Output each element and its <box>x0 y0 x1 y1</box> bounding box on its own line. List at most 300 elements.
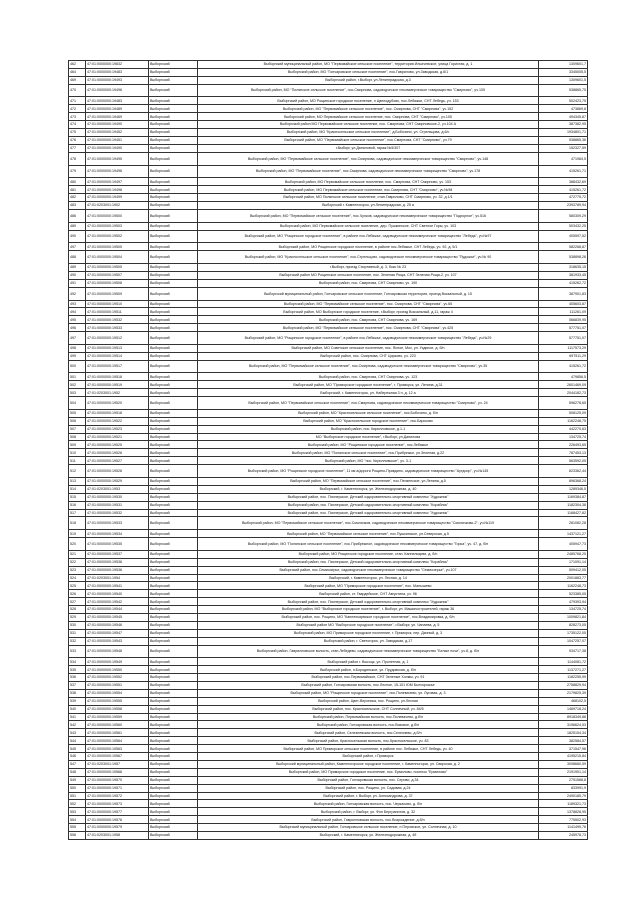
district-cell: Выборгский <box>149 332 198 345</box>
district-cell: Выборгский <box>149 697 198 705</box>
table-row <box>69 658 588 666</box>
property-registry-table <box>68 60 588 840</box>
district-cell: Выборгский <box>149 721 198 729</box>
table-row <box>69 194 588 202</box>
district-cell: Выборгский <box>149 824 198 832</box>
table-row <box>69 61 588 69</box>
district-cell: Выборгский <box>149 84 198 97</box>
district-cell: Выборгский <box>149 230 198 243</box>
row-number-cell: 477 <box>69 144 86 152</box>
table-row <box>69 186 588 194</box>
value-cell: 382584,57 <box>539 737 588 745</box>
table-row <box>69 485 588 493</box>
district-cell: Выборгский <box>149 425 198 433</box>
row-number-cell: 497 <box>69 243 86 251</box>
address-cell: Выборгский район, пос. Рощино, МО "Каннельярвское городское поселение", пос.Владимировка, д. б/н <box>198 614 539 622</box>
row-number-cell: 518 <box>69 517 86 530</box>
address-cell: Выборгский район, МО "Первомайское сельское поселение", пос.Пензенское, ул.Ленина, д.5 <box>198 477 539 485</box>
row-number-cell: 504 <box>69 397 86 410</box>
cadastral-number-cell: 47:01:0000000:19503 <box>86 222 149 230</box>
cadastral-number-cell: 47:01:0000000:19511 <box>86 308 149 316</box>
cadastral-number-cell: 47:01:0000000:19560 <box>86 721 149 729</box>
cadastral-number-cell: 47:01:0000000:19542 <box>86 598 149 606</box>
address-cell: Выборгский район, г.Выборг, ул.Ленинградская, д.3 <box>198 76 539 84</box>
district-cell: Выборгский <box>149 201 198 209</box>
row-number-cell: 502 <box>69 381 86 389</box>
table-row <box>69 509 588 517</box>
district-cell: Выборгский <box>149 682 198 690</box>
address-cell: Выборгский муниципальный район, Гончаровское сельское поселение, п.Перовское, ул. Солнечная, д. 10 <box>198 824 539 832</box>
table-row <box>69 566 588 574</box>
cadastral-number-cell: 47:01:0000000:19502 <box>86 230 149 243</box>
row-number-cell: 528 <box>69 606 86 614</box>
table-row <box>69 251 588 264</box>
district-cell: Выборгский <box>149 457 198 465</box>
value-cell: 1309601,7 <box>539 61 588 69</box>
row-number-cell: 481 <box>69 186 86 194</box>
address-cell: Выборгский район, МО "Рощинское городское поселение", в районе пос.Лебяжье, садоводческое некоммерческое товарищество "Лебедь", уч.№97 <box>198 230 539 243</box>
cadastral-number-cell: 47:01:0000000:19508 <box>86 279 149 287</box>
district-cell: Выборгский <box>149 105 198 113</box>
table-row <box>69 417 588 425</box>
value-cell: 479856,5 <box>539 373 588 381</box>
table-row <box>69 230 588 243</box>
row-number-cell: 543 <box>69 729 86 737</box>
value-cell: 134725,74 <box>539 433 588 441</box>
row-number-cell: 489 <box>69 222 86 230</box>
value-cell: 405603,87 <box>539 300 588 308</box>
row-number-cell: 495 <box>69 316 86 324</box>
address-cell: Выборгский район, пос.Семиозерье, садоводческое некоммерческое товарищество "Семиозерье", уч.107 <box>198 566 539 574</box>
value-cell: 538898,26 <box>539 251 588 264</box>
address-cell: Выборгский район, МО Полянское сельское поселение, стан.Гаврилово, СНТ Смирново, уч. 32, д.1/1 <box>198 194 539 202</box>
value-cell: 1137271,27 <box>539 666 588 674</box>
table-row <box>69 373 588 381</box>
cadastral-number-cell: 47:01:0000000:19490 <box>86 121 149 129</box>
address-cell: Выборгский район, Первомайская волость, пос.Полевачево, д.б/н <box>198 713 539 721</box>
row-number-cell: 473 <box>69 113 86 121</box>
cadastral-number-cell: 47:01:0000000:19543 <box>86 637 149 645</box>
table-row <box>69 753 588 761</box>
address-cell: Выборгский, г. Каменногорск, ул. Лесная, д. 14 <box>198 574 539 582</box>
row-number-cell: 555 <box>69 824 86 832</box>
value-cell: 4195215,84 <box>539 753 588 761</box>
district-cell: Выборгский <box>149 689 198 697</box>
cadastral-number-cell: 47:01:0000000:19523 <box>86 425 149 433</box>
address-cell: Выборгский район, МО "Рощинское городское поселение", в районе пос.Лебяжье, садоводческое некоммерческое товарищество "Лебедь", уч.№29 <box>198 332 539 345</box>
table-row <box>69 517 588 530</box>
district-cell: Выборгский <box>149 97 198 105</box>
row-number-cell: 478 <box>69 152 86 165</box>
row-number-cell: 544 <box>69 737 86 745</box>
row-number-cell: 542 <box>69 721 86 729</box>
row-number-cell: 496 <box>69 324 86 332</box>
cadastral-number-cell: 47:01:0000000:19547 <box>86 629 149 637</box>
table-row <box>69 425 588 433</box>
value-cell: 479393,94 <box>539 598 588 606</box>
address-cell: Выборгский район, МО "Первомайское сельское поселение", пос.Чулков, садоводческое некоммерческое товарищество "Подгорное", уч.516 <box>198 209 539 222</box>
address-cell: Выборгский район, МО "Первомайское поселение", пос.Смирнова, садоводческое некоммерческое товарищество "Смирново", уч.178 <box>198 165 539 178</box>
table-row <box>69 674 588 682</box>
row-number-cell: 464 <box>69 68 86 76</box>
district-cell: Выборгский <box>149 629 198 637</box>
table-row <box>69 409 588 417</box>
address-cell: Выборгский район, Цвет-Вероника, пос. Рощино, ул.Лесная <box>198 697 539 705</box>
table-row <box>69 713 588 721</box>
cadastral-number-cell: 47:01:0000000:19564 <box>86 737 149 745</box>
address-cell: Выборгский район, МО "Первомайское сельское поселение", пос. Смирнова, СНТ "Смирнова", уч.152 <box>198 105 539 113</box>
table-row <box>69 538 588 551</box>
cadastral-number-cell: 47:01:0000000:19509 <box>86 287 149 300</box>
address-cell: Выборгский муниципальный район, Гончаровское сельское поселение, Гончаровская территория, проезд Вокзальный, д. 15 <box>198 287 539 300</box>
value-cell: 697511,29 <box>539 352 588 360</box>
district-cell: Выборгский <box>149 745 198 753</box>
value-cell: 371547,96 <box>539 745 588 753</box>
cadastral-number-cell: 47:01:0203001:1953 <box>86 485 149 493</box>
row-number-cell: 550 <box>69 784 86 792</box>
cadastral-number-cell: 47:01:0000000:19496 <box>86 165 149 178</box>
row-number-cell: 469 <box>69 76 86 84</box>
table-row <box>69 316 588 324</box>
cadastral-number-cell: 47:01:0000000:19534 <box>86 530 149 538</box>
table-row <box>69 831 588 839</box>
cadastral-number-cell: 47:01:0000000:19532 <box>86 509 149 517</box>
table-row <box>69 645 588 658</box>
cadastral-number-cell: 47:01:0203001:1954 <box>86 574 149 582</box>
cadastral-number-cell: 47:01:0000000:19567 <box>86 753 149 761</box>
row-number-cell: 512 <box>69 465 86 478</box>
cadastral-number-cell: 47:01:0000000:19489 <box>86 105 149 113</box>
district-cell: Выборгский <box>149 251 198 264</box>
row-number-cell: 503 <box>69 389 86 397</box>
row-number-cell: 546 <box>69 753 86 761</box>
table-row <box>69 457 588 465</box>
value-cell: 388432,69 <box>539 178 588 186</box>
cadastral-number-cell: 47:01:0000000:19554 <box>86 689 149 697</box>
table-row <box>69 590 588 598</box>
district-cell: Выборгский <box>149 705 198 713</box>
row-number-cell: 476 <box>69 136 86 144</box>
address-cell: Выборгский район, МО "Красносельское городское поселение", пос.Барсково <box>198 417 539 425</box>
district-cell: Выборгский <box>149 68 198 76</box>
value-cell: 502423,75 <box>539 97 588 105</box>
district-cell: Выборгский <box>149 517 198 530</box>
address-cell: Выборгский район, МО "Приморское городское поселение", г. Приморск, ул. Ленина, д.31 <box>198 381 539 389</box>
value-cell: 503432,25 <box>539 222 588 230</box>
address-cell: Выборгский район, МО "Первомайское сельское поселение", пос.Смирнова, садоводческое некоммерческое товарищество "Смирново", уч.35 <box>198 360 539 373</box>
cadastral-number-cell: 47:01:0000000:19451 <box>86 136 149 144</box>
value-cell: 2191901,14 <box>539 768 588 776</box>
district-cell: Выборгский <box>149 344 198 352</box>
row-number-cell: 529 <box>69 614 86 622</box>
cadastral-number-cell: 47:01:0000000:19522 <box>86 417 149 425</box>
cadastral-number-cell: 47:01:0000000:19561 <box>86 729 149 737</box>
address-cell: Выборгский район, МО "Первомайское сельское поселение", пос.Смолячков, садоводческое некоммерческое товарищество "Смолячково-2", уч.№119 <box>198 517 539 530</box>
address-cell: Выборгский район, МО "Красносельское сельское поселение", пос.Стрельцово, садоводческое некоммерческое товарищество "Пудожье", уч.№ 90 <box>198 251 539 264</box>
cadastral-number-cell: 47:01:0000000:19533 <box>86 517 149 530</box>
value-cell: 3098680,59 <box>539 760 588 768</box>
row-number-cell: 510 <box>69 449 86 457</box>
address-cell: Выборгский район, пос. Пионерское, Детский оздоровительно-спортивный комплекс "Кораблик" <box>198 501 539 509</box>
value-cell: 1047257,07 <box>539 637 588 645</box>
address-cell: Выборгский район, Гончаровская волость, пос.Вязовое, д.б/н <box>198 721 539 729</box>
value-cell: 3345005,5 <box>539 68 588 76</box>
table-row <box>69 574 588 582</box>
row-number-cell: 535 <box>69 666 86 674</box>
row-number-cell: 514 <box>69 485 86 493</box>
address-cell: Выборгский район, ст. Гвардейское, СНТ Августина, уч. 96 <box>198 590 539 598</box>
district-cell: Выборгский <box>149 209 198 222</box>
cadastral-number-cell: 47:01:0000000:19513 <box>86 344 149 352</box>
table-row <box>69 721 588 729</box>
table-row <box>69 397 588 410</box>
row-number-cell: 548 <box>69 768 86 776</box>
address-cell: Выборгский район, Гаврилловское волость, стан.Лебедево, садоводческое некоммерческое товарищество "Белые ночи", уч.8, д. б/н <box>198 645 539 658</box>
row-number-cell: 525 <box>69 582 86 590</box>
value-cell: 2485768,25 <box>539 550 588 558</box>
table-row <box>69 352 588 360</box>
table-row <box>69 441 588 449</box>
address-cell: Выборгский район, пос. Пионерское, Детский оздоровительно-спортивный комплекс "Кораблик" <box>198 558 539 566</box>
value-cell: 2490185,79 <box>539 792 588 800</box>
row-number-cell: 500 <box>69 360 86 373</box>
district-cell: Выборгский <box>149 136 198 144</box>
value-cell: 415261,72 <box>539 360 588 373</box>
value-cell: 8918349,88 <box>539 713 588 721</box>
district-cell: Выборгский <box>149 509 198 517</box>
cadastral-number-cell: 47:01:0000000:19832 <box>86 61 149 69</box>
table-row <box>69 768 588 776</box>
value-cell: 3196624,53 <box>539 721 588 729</box>
cadastral-number-cell: 47:01:0000000:19496 <box>86 84 149 97</box>
cadastral-number-cell: 47:01:0000000:19541 <box>86 582 149 590</box>
cadastral-number-cell: 47:01:0000000:19544 <box>86 606 149 614</box>
address-cell: Выборгский район, МО "Первомайское сельское поселение", пос. Смирнова, СНТ "Смирнова", уч.65 <box>198 300 539 308</box>
row-number-cell: 494 <box>69 308 86 316</box>
value-cell: 494345,87 <box>539 113 588 121</box>
district-cell: Выборгский <box>149 264 198 272</box>
address-cell: Выборгский район, МО "Приморское городское поселение", пос. Малышево <box>198 582 539 590</box>
table-row <box>69 800 588 808</box>
district-cell: Выборгский <box>149 178 198 186</box>
district-cell: Выборгский <box>149 753 198 761</box>
cadastral-number-cell: 47:01:0000000:19552 <box>86 674 149 682</box>
cadastral-number-cell: 47:01:0000000:19452 <box>86 129 149 137</box>
district-cell: Выборгский <box>149 308 198 316</box>
value-cell: 1144081,72 <box>539 658 588 666</box>
cadastral-number-cell: 47:01:0000000:19535 <box>86 538 149 551</box>
value-cell: 415261,72 <box>539 186 588 194</box>
table-row <box>69 381 588 389</box>
row-number-cell: 497 <box>69 332 86 345</box>
cadastral-number-cell: 47:01:0000000:19493 <box>86 76 149 84</box>
address-cell: Выборгский район, пос.Первомайское, СНТ Зеленые Холмы, уч. 91 <box>198 674 539 682</box>
value-cell: 1117573,29 <box>539 344 588 352</box>
address-cell: Выборгский район МО Рощинское сельское поселение, пос. Зеленая Роща, СНТ Зеленая Роща-2, уч. 107 <box>198 271 539 279</box>
address-cell: Выборгский район МО "Выборгское городское поселение", г.Выборг, ул. Чапаева, д. 5 <box>198 621 539 629</box>
table-row <box>69 113 588 121</box>
table-row <box>69 493 588 501</box>
table-row <box>69 144 588 152</box>
value-cell: 1437121,27 <box>539 530 588 538</box>
row-number-cell: 538 <box>69 689 86 697</box>
cadastral-number-cell: 47:01:0000000:19497 <box>86 178 149 186</box>
cadastral-number-cell: 47:01:0000000:19571 <box>86 784 149 792</box>
district-cell: Выборгский <box>149 729 198 737</box>
row-number-cell: 547 <box>69 760 86 768</box>
district-cell: Выборгский <box>149 737 198 745</box>
table-row <box>69 530 588 538</box>
row-number-cell: 532 <box>69 637 86 645</box>
table-row <box>69 760 588 768</box>
table-row <box>69 344 588 352</box>
cadastral-number-cell: 47:01:0000000:19558 <box>86 705 149 713</box>
table-row <box>69 477 588 485</box>
row-number-cell: 545 <box>69 745 86 753</box>
value-cell: 508125,09 <box>539 409 588 417</box>
row-number-cell: 520 <box>69 538 86 551</box>
table-row <box>69 697 588 705</box>
cadastral-number-cell: 47:01:0000000:19500 <box>86 209 149 222</box>
table-row <box>69 360 588 373</box>
value-cell: 1378828,95 <box>539 808 588 816</box>
district-cell: Выборгский <box>149 417 198 425</box>
table-row <box>69 550 588 558</box>
table-row <box>69 97 588 105</box>
table-row <box>69 324 588 332</box>
district-cell: Выборгский <box>149 538 198 551</box>
row-number-cell: 507 <box>69 425 86 433</box>
row-number-cell: 474 <box>69 121 86 129</box>
value-cell: 2044182,73 <box>539 389 588 397</box>
table-row <box>69 389 588 397</box>
row-number-cell: 488 <box>69 251 86 264</box>
table-row <box>69 729 588 737</box>
district-cell: Выборгский <box>149 598 198 606</box>
value-cell: 387901,83 <box>539 287 588 300</box>
table-row <box>69 222 588 230</box>
value-cell: 405597,52 <box>539 230 588 243</box>
district-cell: Выборгский <box>149 713 198 721</box>
address-cell: Выборгский район, МО Первомайское сельское поселение, пос.Смирнова, СНТ "Смирново", уч.№98 <box>198 186 539 194</box>
table-row <box>69 737 588 745</box>
district-cell: Выборгский <box>149 645 198 658</box>
cadastral-number-cell: 47:01:0000000:19526 <box>86 449 149 457</box>
cadastral-number-cell: 47:01:0000000:19548 <box>86 645 149 658</box>
value-cell: 563592,05 <box>539 457 588 465</box>
address-cell: Выборгский, г. Каменногорск, ул. Железнодорожная, д. 40 <box>198 485 539 493</box>
row-number-cell: 554 <box>69 816 86 824</box>
row-number-cell: 519 <box>69 530 86 538</box>
address-cell: Выборгский район, МО "Гончаровское сельское поселение", пос.Гаврилово, ул.Заводская, д.6/1 <box>198 68 539 76</box>
table-row <box>69 621 588 629</box>
address-cell: Выборгский район, Гончаровская волость, пос. Серово, д.34 <box>198 776 539 784</box>
cadastral-number-cell: 47:01:0000000:19573 <box>86 800 149 808</box>
value-cell: 2393789,94 <box>539 201 588 209</box>
row-number-cell: 490 <box>69 230 86 243</box>
table-row <box>69 582 588 590</box>
district-cell: Выборгский <box>149 501 198 509</box>
cadastral-number-cell: 47:01:0000000:19559 <box>86 713 149 721</box>
cadastral-number-cell: 47:01:0000000:19505 <box>86 243 149 251</box>
value-cell: 2001883,77 <box>539 574 588 582</box>
address-cell: Выборгский, г. Каменногорск, ул. Набережная 3 п, д. 12 а <box>198 389 539 397</box>
table-row <box>69 433 588 441</box>
value-cell: 934717,38 <box>539 645 588 658</box>
row-number-cell: 553 <box>69 808 86 816</box>
address-cell: Выборгский г. Каменногорск, ул.Ленинградская, д. 25 а <box>198 201 539 209</box>
cadastral-number-cell: 47:01:0000000:19538 <box>86 558 149 566</box>
district-cell: Выборгский <box>149 831 198 839</box>
district-cell: Выборгский <box>149 784 198 792</box>
row-number-cell: 471 <box>69 97 86 105</box>
value-cell: 2179825,39 <box>539 689 588 697</box>
district-cell: Выборгский <box>149 792 198 800</box>
row-number-cell: 549 <box>69 776 86 784</box>
district-cell: Выборгский <box>149 558 198 566</box>
district-cell: Выборгский <box>149 129 198 137</box>
district-cell: Выборгский <box>149 300 198 308</box>
cadastral-number-cell: 47:01:0000000:19537 <box>86 550 149 558</box>
district-cell: Выборгский <box>149 465 198 478</box>
row-number-cell: 531 <box>69 629 86 637</box>
district-cell: Выборгский <box>149 194 198 202</box>
district-cell: Выборгский <box>149 530 198 538</box>
table-row <box>69 745 588 753</box>
district-cell: Выборгский <box>149 165 198 178</box>
address-cell: Выборгский район, МО Выборгское городское поселение, г.Выборг, проезд Вокзальный, д.11, гараж 4 <box>198 308 539 316</box>
address-cell: Выборгский район, МО Приморское городское поселение, пос. Ермилово, поселок "Ермилово" <box>198 768 539 776</box>
value-cell: 538865,75 <box>539 84 588 97</box>
row-number-cell: 527 <box>69 598 86 606</box>
table-row <box>69 449 588 457</box>
address-cell: Выборгский район, Гончаровская волость, пос.Лесное, 15-101 ЮМ Бытоорожье <box>198 682 539 690</box>
address-cell: Выборгский район, г. Светогорск, ул. Заводская, д.17 <box>198 637 539 645</box>
district-cell: Выборгский <box>149 222 198 230</box>
value-cell: 226493,65 <box>539 441 588 449</box>
table-row <box>69 152 588 165</box>
value-cell: 1309601,5 <box>539 76 588 84</box>
registry-sheet <box>68 60 586 840</box>
row-number-cell: 499 <box>69 352 86 360</box>
district-cell: Выборгский <box>149 287 198 300</box>
cadastral-number-cell: 47:01:0000000:19499 <box>86 194 149 202</box>
row-number-cell: 475 <box>69 129 86 137</box>
cadastral-number-cell: 47:01:0000000:19533 <box>86 324 149 332</box>
address-cell: Выборгский район, МО Первомайское сельское поселение, пос. Смирнова, СНТ Смирново, уч. 153 <box>198 178 539 186</box>
table-row <box>69 705 588 713</box>
value-cell: 1825154,34 <box>539 729 588 737</box>
cadastral-number-cell: 47:01:0000000:19495 <box>86 152 149 165</box>
table-row <box>69 682 588 690</box>
district-cell: Выборгский <box>149 621 198 629</box>
address-cell: Выборгский район, МО "Первомайское сельское поселение", пос.Пушкинское, ул.Северская, д.5 <box>198 530 539 538</box>
district-cell: Выборгский <box>149 808 198 816</box>
row-number-cell: 523 <box>69 566 86 574</box>
address-cell: г.Выборг, проезд Спортивный, д. 3, бокс № 23 <box>198 264 539 272</box>
row-number-cell: 537 <box>69 682 86 690</box>
address-cell: Выборгский район, п.Бородинское, ул. Прудовская, д. б/н <box>198 666 539 674</box>
value-cell: 152327,59 <box>539 144 588 152</box>
address-cell: Выборгский район МО Первомайское сельское поселение, пос. Смирнова, СНТ Смирновское-2, уч.104 А <box>198 121 539 129</box>
table-row <box>69 178 588 186</box>
row-number-cell: 551 <box>69 792 86 800</box>
row-number-cell: 472 <box>69 105 86 113</box>
cadastral-number-cell: 47:01:0000000:19570 <box>86 776 149 784</box>
value-cell: 538865,36 <box>539 136 588 144</box>
table-row <box>69 209 588 222</box>
cadastral-number-cell: 47:01:0000000:19527 <box>86 457 149 465</box>
